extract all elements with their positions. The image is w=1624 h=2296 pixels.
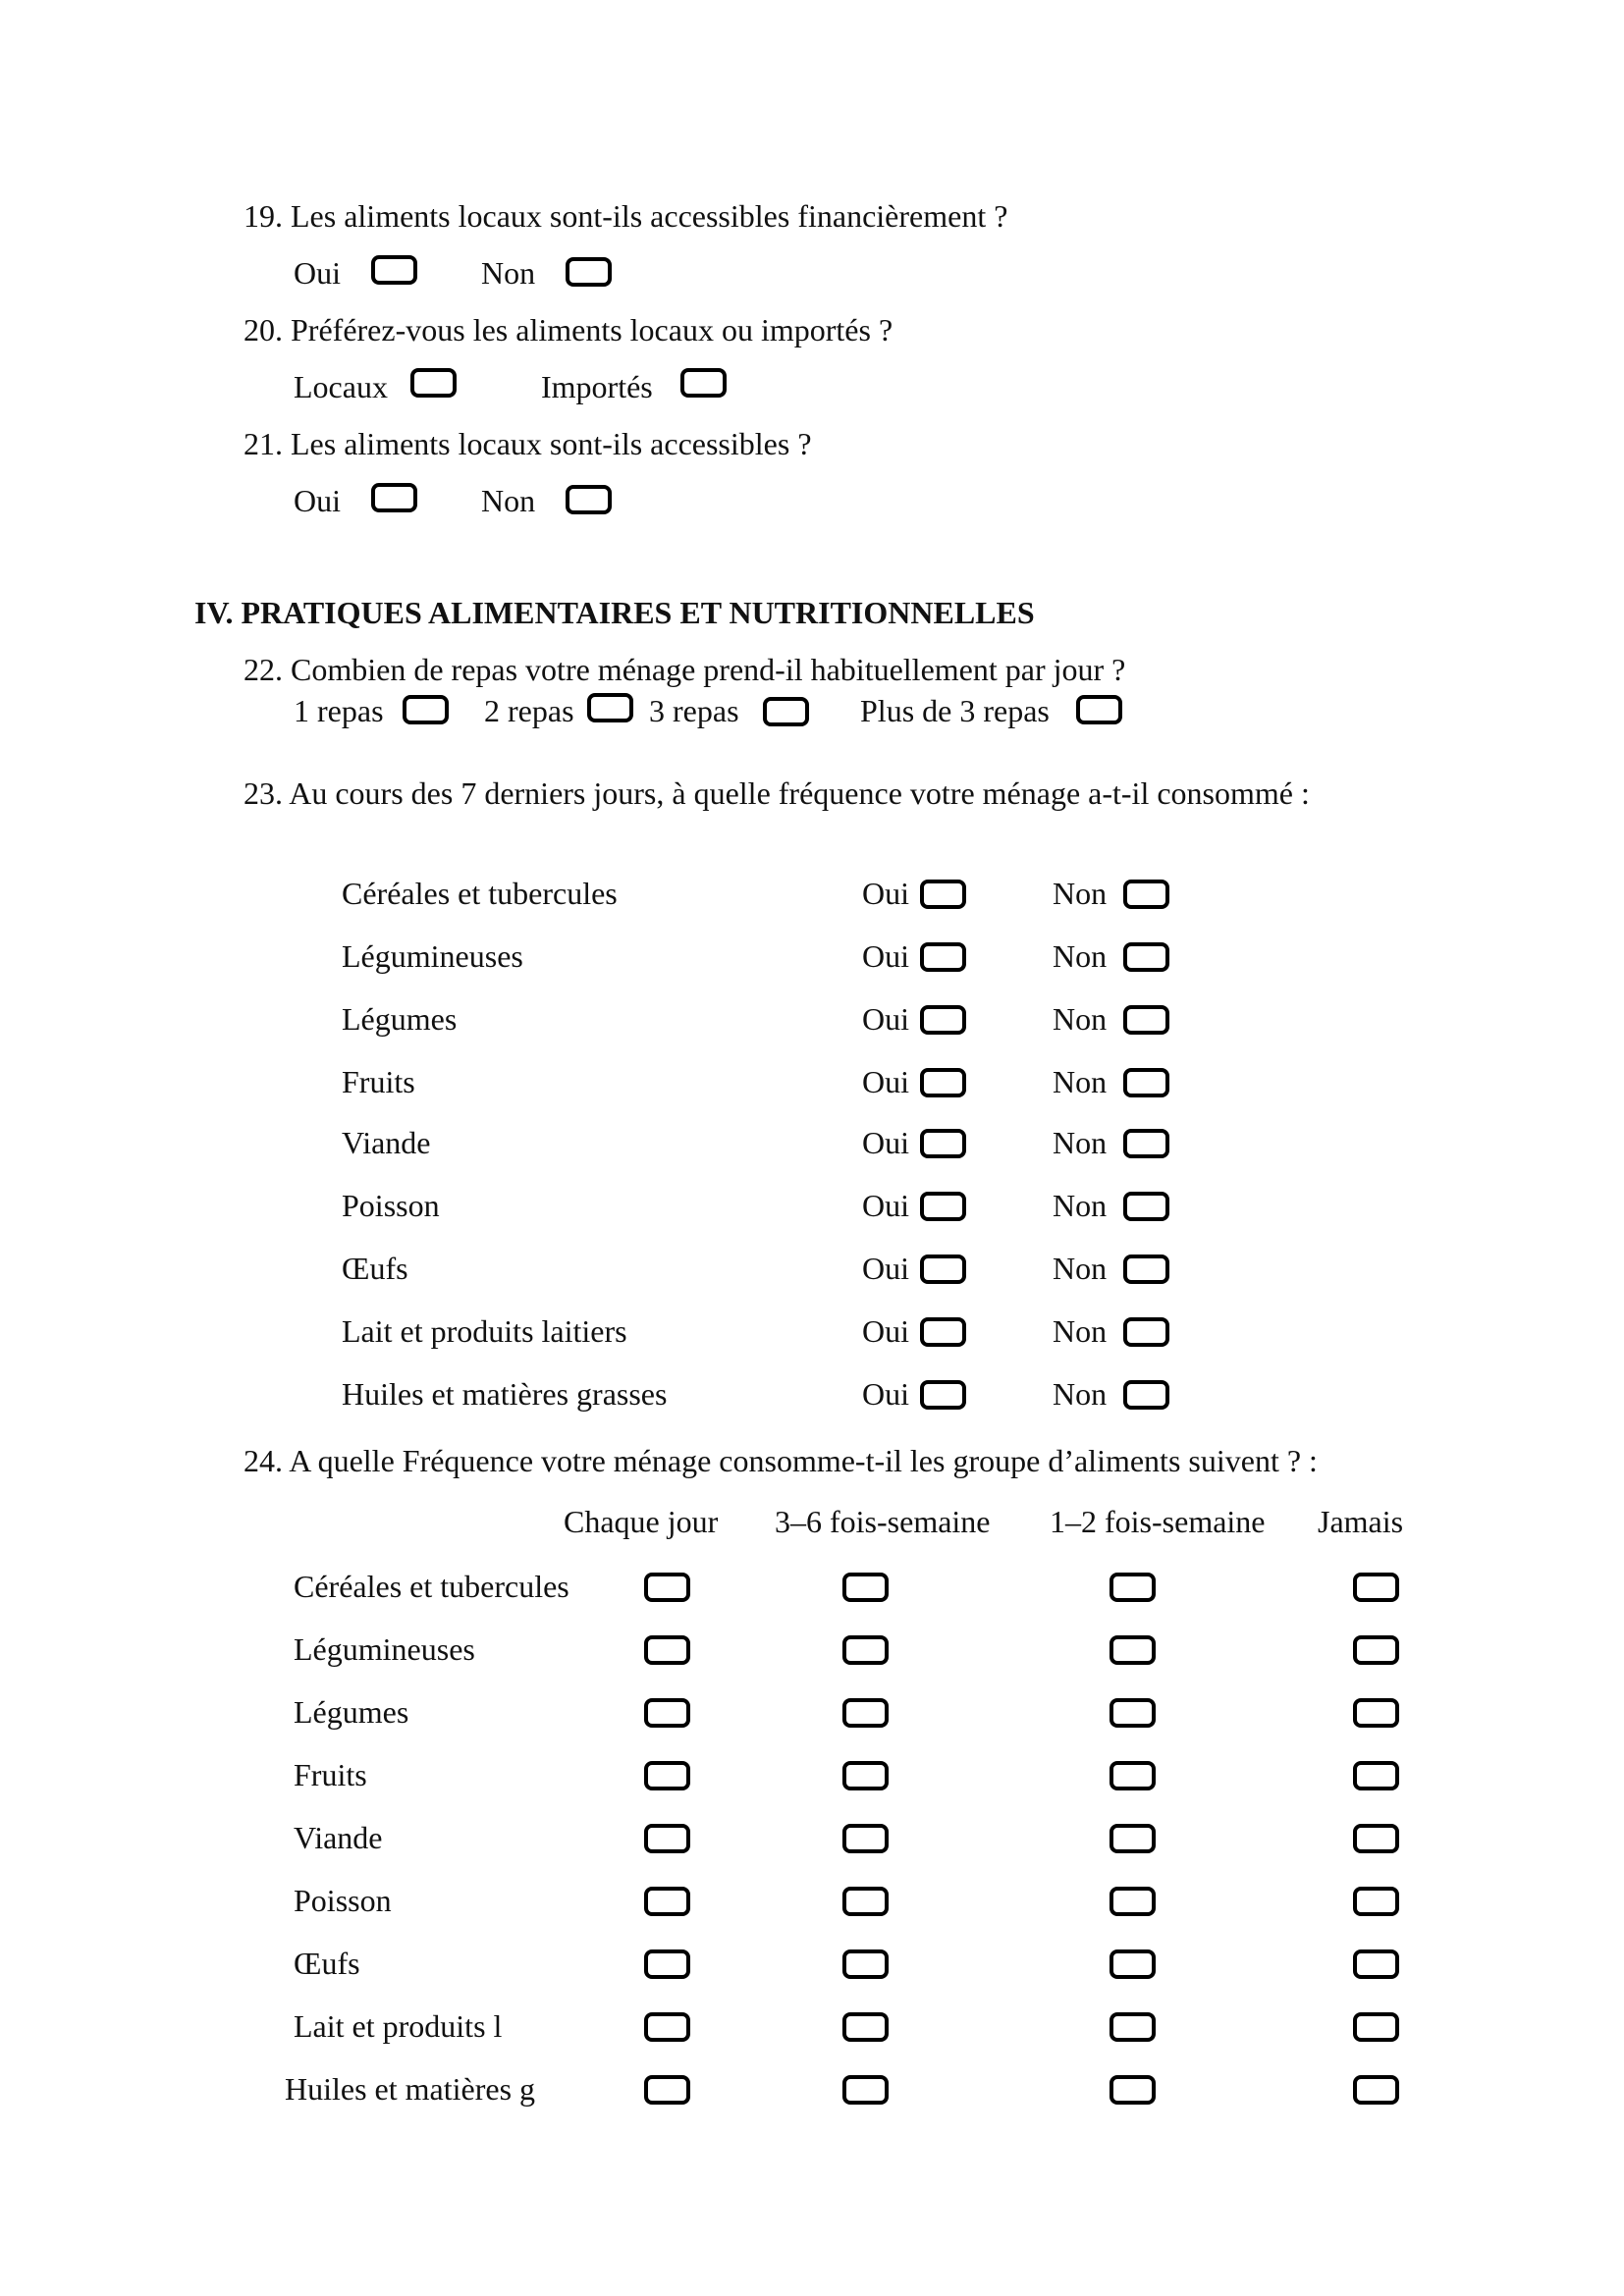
q24-frequency-checkbox[interactable] [1353,1573,1399,1602]
q23-oui-checkbox[interactable] [920,1317,966,1347]
q23-food-label: Céréales et tubercules [342,876,618,911]
q23-oui-checkbox[interactable] [920,942,966,972]
q24-food-label: Légumes [294,1694,409,1730]
q22-option-1-checkbox[interactable] [403,695,449,724]
q23-oui-checkbox[interactable] [920,1129,966,1158]
q24-frequency-checkbox[interactable] [644,1887,690,1916]
q24-frequency-checkbox[interactable] [644,1761,690,1790]
q23-oui-checkbox[interactable] [920,1005,966,1035]
q23-non-label: Non [1053,1376,1108,1412]
q23-food-label: Lait et produits laitiers [342,1313,627,1349]
q20-importes-checkbox[interactable] [680,368,727,398]
q23-food-label: Viande [342,1125,431,1160]
q24-column-header: Jamais [1318,1504,1404,1539]
q24-frequency-checkbox[interactable] [644,1573,690,1602]
q24-frequency-checkbox[interactable] [1353,2012,1399,2042]
q24-frequency-checkbox[interactable] [1353,1761,1399,1790]
q24-frequency-checkbox[interactable] [1353,1824,1399,1853]
q24-column-header: Chaque jour [564,1504,719,1539]
q23-non-label: Non [1053,1001,1108,1037]
q22-option-4-checkbox[interactable] [1076,695,1122,724]
q24-frequency-checkbox[interactable] [1353,2075,1399,2105]
q24-frequency-checkbox[interactable] [1110,1635,1156,1665]
q24-frequency-checkbox[interactable] [1353,1698,1399,1728]
section-heading: IV. PRATIQUES ALIMENTAIRES ET NUTRITIONNELLES [194,595,1035,630]
q19-option-non-label: Non [481,255,536,291]
q23-non-checkbox[interactable] [1123,1068,1169,1097]
q24-frequency-checkbox[interactable] [842,1761,889,1790]
q23-food-label: Légumes [342,1001,458,1037]
q24-frequency-checkbox[interactable] [1110,1573,1156,1602]
q23-non-checkbox[interactable] [1123,1317,1169,1347]
q22-option-1-label: 1 repas [294,693,384,728]
q21-question: 21. Les aliments locaux sont-ils accessibles ? [244,426,812,461]
q24-frequency-checkbox[interactable] [842,1949,889,1979]
q24-food-label: Viande [294,1820,383,1855]
q24-food-label: Poisson [294,1883,392,1918]
q20-locaux-checkbox[interactable] [410,368,457,398]
q21-option-non-label: Non [481,483,536,518]
q23-oui-label: Oui [862,1376,909,1412]
q24-frequency-checkbox[interactable] [1110,1949,1156,1979]
q23-non-checkbox[interactable] [1123,1192,1169,1221]
q23-oui-label: Oui [862,1313,909,1349]
q23-oui-label: Oui [862,876,909,911]
q24-frequency-checkbox[interactable] [1353,1887,1399,1916]
q21-non-checkbox[interactable] [566,485,612,514]
q21-option-oui-label: Oui [294,483,341,518]
q23-non-checkbox[interactable] [1123,1255,1169,1284]
q23-non-checkbox[interactable] [1123,1005,1169,1035]
q24-frequency-checkbox[interactable] [644,1824,690,1853]
q23-food-label: Fruits [342,1064,415,1099]
q24-frequency-checkbox[interactable] [842,1698,889,1728]
q23-non-checkbox[interactable] [1123,880,1169,909]
q23-non-checkbox[interactable] [1123,1129,1169,1158]
q22-option-3-checkbox[interactable] [763,697,809,726]
q24-food-label: Fruits [294,1757,367,1792]
q24-frequency-checkbox[interactable] [644,1635,690,1665]
q20-question: 20. Préférez-vous les aliments locaux ou importés ? [244,312,893,347]
q24-question: 24. A quelle Fréquence votre ménage consomme-t-il les groupe d’aliments suivent ? : [244,1443,1318,1478]
q20-option-locaux-label: Locaux [294,369,388,404]
q22-option-3-label: 3 repas [649,693,739,728]
q24-food-label: Céréales et tubercules [294,1569,569,1604]
q23-non-label: Non [1053,876,1108,911]
q23-food-label: Légumineuses [342,938,523,974]
q23-non-label: Non [1053,1313,1108,1349]
q23-oui-label: Oui [862,1125,909,1160]
q24-frequency-checkbox[interactable] [1110,2075,1156,2105]
q23-non-label: Non [1053,938,1108,974]
q24-frequency-checkbox[interactable] [1110,2012,1156,2042]
q24-frequency-checkbox[interactable] [644,2012,690,2042]
q24-frequency-checkbox[interactable] [842,1824,889,1853]
q22-option-2-label: 2 repas [484,693,574,728]
q24-frequency-checkbox[interactable] [842,1887,889,1916]
q23-non-label: Non [1053,1188,1108,1223]
q23-food-label: Poisson [342,1188,440,1223]
q19-option-oui-label: Oui [294,255,341,291]
q23-oui-label: Oui [862,1188,909,1223]
q24-frequency-checkbox[interactable] [842,1635,889,1665]
q24-frequency-checkbox[interactable] [1353,1635,1399,1665]
q23-oui-checkbox[interactable] [920,1192,966,1221]
q19-non-checkbox[interactable] [566,257,612,287]
q20-option-importes-label: Importés [541,369,653,404]
q23-oui-label: Oui [862,1001,909,1037]
q23-oui-checkbox[interactable] [920,1380,966,1410]
q19-question: 19. Les aliments locaux sont-ils accessibles financièrement ? [244,198,1008,234]
q23-food-label: Huiles et matières grasses [342,1376,668,1412]
q23-non-label: Non [1053,1064,1108,1099]
q23-non-checkbox[interactable] [1123,1380,1169,1410]
q24-frequency-checkbox[interactable] [644,1698,690,1728]
q24-frequency-checkbox[interactable] [1353,1949,1399,1979]
q24-food-label: Œufs [294,1946,360,1981]
q21-oui-checkbox[interactable] [371,483,417,512]
q23-oui-label: Oui [862,1251,909,1286]
q19-oui-checkbox[interactable] [371,255,417,285]
q24-frequency-checkbox[interactable] [1110,1824,1156,1853]
q24-frequency-checkbox[interactable] [644,1949,690,1979]
q24-frequency-checkbox[interactable] [1110,1698,1156,1728]
q24-frequency-checkbox[interactable] [644,2075,690,2105]
q24-food-label: Lait et produits l [294,2008,503,2044]
q23-oui-checkbox[interactable] [920,1068,966,1097]
q23-non-label: Non [1053,1125,1108,1160]
q23-food-label: Œufs [342,1251,408,1286]
q23-oui-checkbox[interactable] [920,1255,966,1284]
q24-food-label: Huiles et matières g [285,2071,536,2107]
q24-food-label: Légumineuses [294,1631,475,1667]
q24-column-header: 3–6 fois-semaine [775,1504,991,1539]
q23-non-label: Non [1053,1251,1108,1286]
q23-oui-label: Oui [862,938,909,974]
q24-frequency-checkbox[interactable] [1110,1887,1156,1916]
q23-question: 23. Au cours des 7 derniers jours, à quelle fréquence votre ménage a-t-il consommé : [244,775,1310,811]
q22-option-2-checkbox[interactable] [587,693,633,722]
q24-frequency-checkbox[interactable] [1110,1761,1156,1790]
q22-option-4-label: Plus de 3 repas [860,693,1050,728]
q23-oui-label: Oui [862,1064,909,1099]
q24-column-header: 1–2 fois-semaine [1050,1504,1266,1539]
q23-non-checkbox[interactable] [1123,942,1169,972]
q23-oui-checkbox[interactable] [920,880,966,909]
q22-question: 22. Combien de repas votre ménage prend-il habituellement par jour ? [244,652,1126,687]
q24-frequency-checkbox[interactable] [842,2075,889,2105]
q24-frequency-checkbox[interactable] [842,1573,889,1602]
q24-frequency-checkbox[interactable] [842,2012,889,2042]
